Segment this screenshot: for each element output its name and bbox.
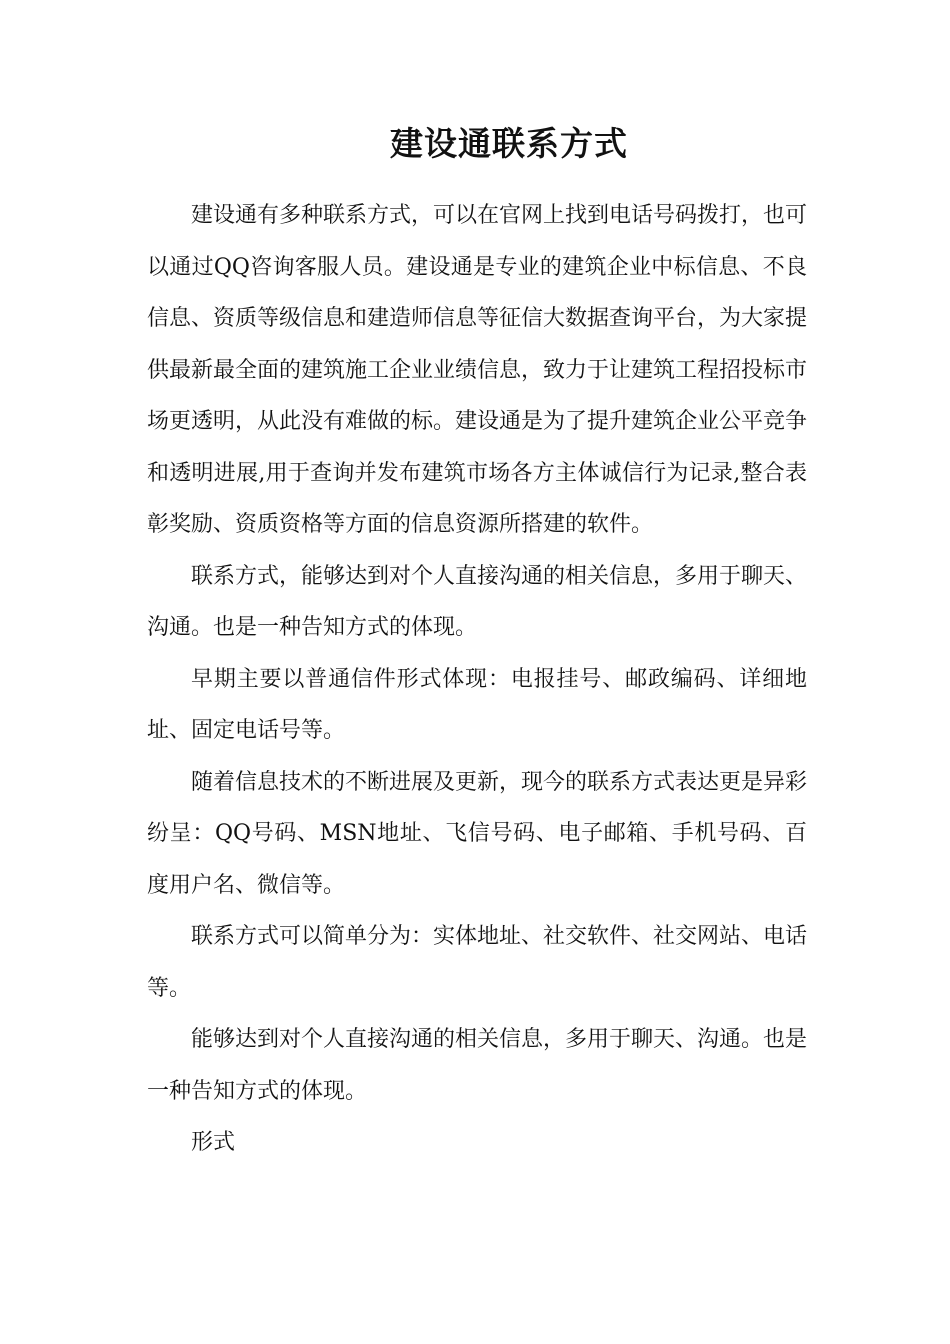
- paragraph-section-heading: 形式: [191, 1130, 236, 1155]
- page-title: 建设通联系方式: [390, 124, 628, 163]
- paragraph-summary: 能够达到对个人直接沟通的相关信息，多用于聊天、沟通。也是一种告知方式的体现。: [147, 1027, 808, 1104]
- paragraph-modern-forms: 随着信息技术的不断进展及更新，现今的联系方式表达更是异彩纷呈：QQ号码、MSN地址、飞信号码、电子邮箱、手机号码、百度用户名、微信等。: [147, 769, 808, 898]
- paragraph-definition: 联系方式，能够达到对个人直接沟通的相关信息，多用于聊天、沟通。也是一种告知方式的体现。: [147, 563, 808, 640]
- document-body: [147, 190, 807, 1169]
- paragraph-intro: 建设通有多种联系方式，可以在官网上找到电话号码拨打，也可以通过QQ咨询客服人员。建设通是专业的建筑企业中标信息、不良信息、资质等级信息和建造师信息等征信大数据查询平台，为大家提供最新最全面的建筑施工企业业绩信息，致力于让建筑工程招投标市场更透明，从此没有难做的标。建设通是为了提升建筑企业公平竞争和透明进展,用于查询并发布建筑市场各方主体诚信行为记录,整合表彰奖励、资质资格等方面的信息资源所搭建的软件。: [147, 203, 808, 537]
- paragraph-categories: 联系方式可以简单分为：实体地址、社交软件、社交网站、电话等。: [147, 924, 808, 1001]
- paragraph-early-forms: 早期主要以普通信件形式体现：电报挂号、邮政编码、详细地址、固定电话号等。: [147, 666, 807, 743]
